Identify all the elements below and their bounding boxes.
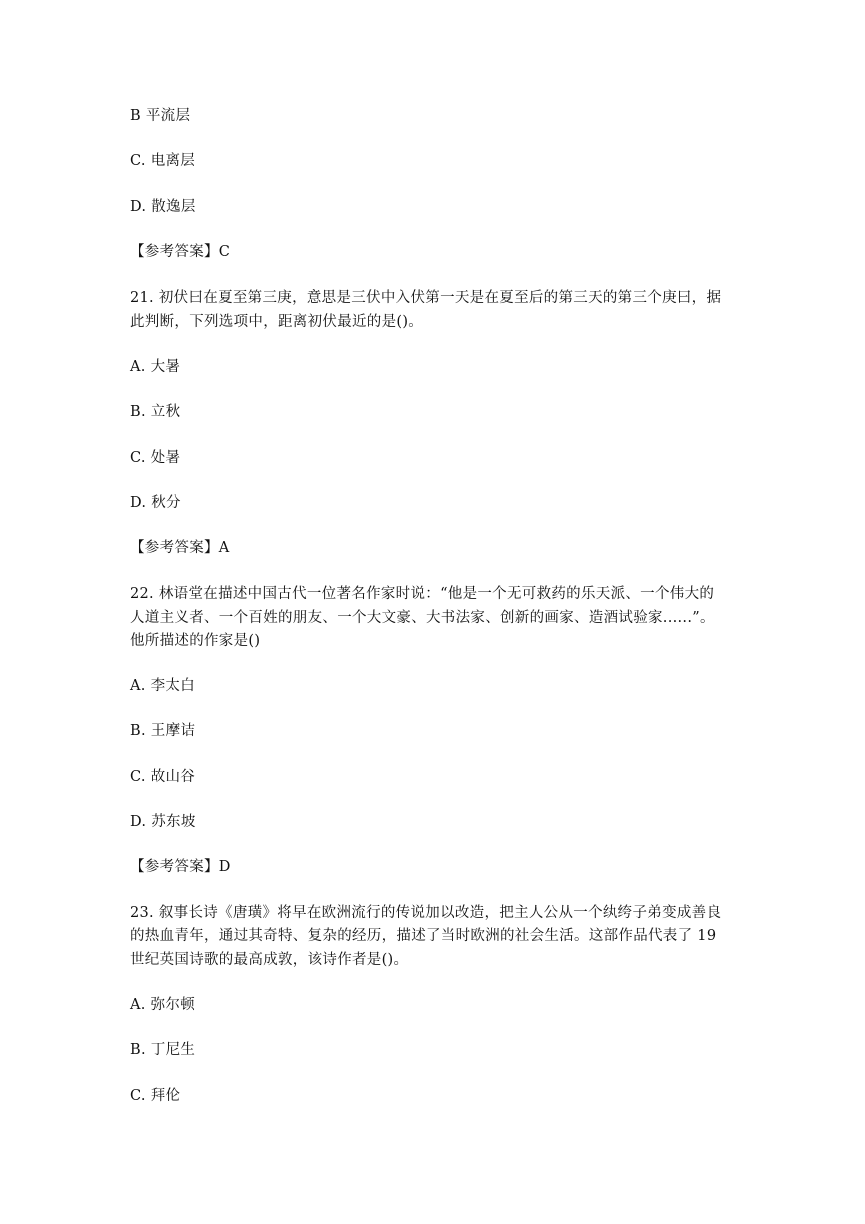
option-d-q20: D. 散逸层 (130, 199, 196, 215)
option-d-q22: D. 苏东坡 (130, 814, 196, 830)
question-23-line-3: 世纪英国诗歌的最高成敦，该诗作者是()。 (130, 952, 409, 968)
option-d-q21: D. 秋分 (130, 495, 181, 511)
answer-q22: 【参考答案】D (130, 859, 231, 875)
option-c-q22: C. 故山谷 (130, 769, 196, 785)
answer-q20: 【参考答案】C (130, 244, 231, 260)
option-c-q20: C. 电离层 (130, 153, 196, 169)
question-22-line-1: 22. 林语堂在描述中国古代一位著名作家时说：“他是一个无可救药的乐天派、一个伟大的 (130, 586, 715, 602)
option-b-q22: B. 王摩诘 (130, 723, 196, 739)
option-b-q21: B. 立秋 (130, 404, 181, 420)
question-23-line-1: 23. 叙事长诗《唐璜》将早在欧洲流行的传说加以改造，把主人公从一个纨绔子弟变成善良 (130, 905, 722, 921)
question-21-line-1: 21. 初伏曰在夏至第三庚，意思是三伏中入伏第一天是在夏至后的第三天的第三个庚曰，据 (130, 290, 722, 306)
option-a-q22: A. 李太白 (130, 678, 195, 694)
option-a-q23: A. 弥尔顿 (130, 997, 195, 1013)
question-22-line-2: 人道主义者、一个百姓的朋友、一个大文豪、大书法家、创新的画家、造酒试验家......”。 (130, 610, 715, 626)
option-b-q20: B 平流层 (130, 108, 191, 124)
option-a-q21: A. 大暑 (130, 359, 181, 375)
question-22-line-3: 他所描述的作家是() (130, 633, 261, 649)
question-23-line-2: 的热血青年，通过其奇特、复杂的经历，描述了当时欧洲的社会生活。这部作品代表了 19 (130, 928, 717, 944)
answer-q21: 【参考答案】A (130, 540, 230, 556)
option-c-q21: C. 处暑 (130, 450, 181, 466)
option-b-q23: B. 丁尼生 (130, 1042, 196, 1058)
question-21-line-2: 此判断，下列选项中，距离初伏最近的是()。 (130, 314, 424, 330)
option-c-q23: C. 拜伦 (130, 1088, 181, 1104)
